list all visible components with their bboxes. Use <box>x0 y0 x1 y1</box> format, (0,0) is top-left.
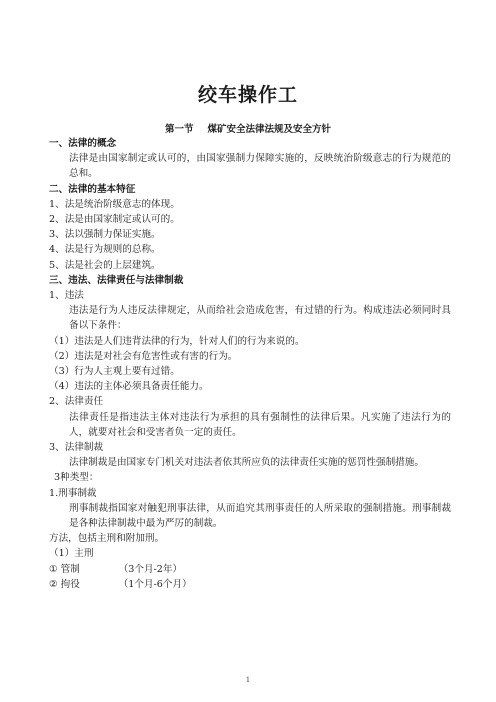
feature-item: 5、法是社会的上层建筑。 <box>49 259 161 271</box>
heading-law-concept: 一、法律的概念 <box>49 138 117 149</box>
condition-item: （3）行为人主观上要有过错。 <box>49 366 180 378</box>
penalty-term: （3个月-2年） <box>118 563 183 575</box>
subheading-legal-sanction: 3、法律制裁 <box>49 442 104 454</box>
paragraph-criminal-sanction: 刑事制裁指国家对触犯刑事法律，从而追究其刑事责任的人所采取的强制措施。刑事制裁是各种法律制裁中最为严厉的制裁。 <box>69 502 451 530</box>
document-body <box>49 136 451 592</box>
penalty-item <box>49 562 451 577</box>
main-penalty-heading: （1）主刑 <box>49 548 94 560</box>
section-heading <box>0 121 496 135</box>
paragraph-violation: 违法是行为人违反法律规定，从而给社会造成危害，有过错的行为。构成违法必须同时具备以下条件： <box>69 305 451 332</box>
condition-item: （1）违法是人们违背法律的行为，针对人们的行为来说的。 <box>49 335 305 347</box>
heading-violation-liability: 三、违法、法律责任与法律制裁 <box>49 274 184 286</box>
penalty-method: 方法，包括主刑和附加刑。 <box>49 533 165 545</box>
section-title: 煤矿安全法律法规及安全方针 <box>207 124 332 135</box>
sanction-types: 3种类型： <box>54 472 99 484</box>
page-number: 1 <box>245 676 251 684</box>
penalty-item <box>49 577 451 592</box>
condition-item: （2）违法是对社会有危害性或有害的行为。 <box>49 350 238 362</box>
penalty-name: 管制 <box>60 563 80 575</box>
feature-item: 3、法以强制力保证实施。 <box>49 229 161 241</box>
penalty-term: （1个月-6个月） <box>118 578 192 590</box>
penalty-name: 拘役 <box>60 578 80 590</box>
penalty-mark: ② <box>49 578 58 590</box>
feature-item: 2、法是由国家制定或认可的。 <box>49 214 180 226</box>
feature-item: 4、法是行为规则的总称。 <box>49 244 161 256</box>
penalty-mark: ① <box>49 563 58 575</box>
heading-law-features: 二、法律的基本特征 <box>49 183 136 195</box>
subheading-criminal-sanction: 1.刑事制裁 <box>49 487 97 499</box>
section-number: 第一节 <box>164 124 194 135</box>
condition-item: （4）违法的主体必须具备责任能力。 <box>49 381 209 393</box>
document-title: 绞车操作工 <box>197 84 298 106</box>
feature-item: 1、法是统治阶级意志的体现。 <box>49 198 180 210</box>
paragraph-law-concept: 法律是由国家制定或认可的，由国家强制力保障实施的，反映统治阶级意志的行为规范的总和。 <box>69 153 451 180</box>
subheading-legal-liability: 2、法律责任 <box>49 396 104 408</box>
paragraph-legal-sanction: 法律制裁是由国家专门机关对违法者依其所应负的法律责任实施的惩罚性强制措施。 <box>69 457 424 469</box>
subheading-violation: 1、违法 <box>49 290 84 302</box>
paragraph-legal-liability: 法律责任是指违法主体对违法行为承担的具有强制性的法律后果。凡实施了违法行为的人，就要对社会和受害者负一定的责任。 <box>69 411 451 438</box>
